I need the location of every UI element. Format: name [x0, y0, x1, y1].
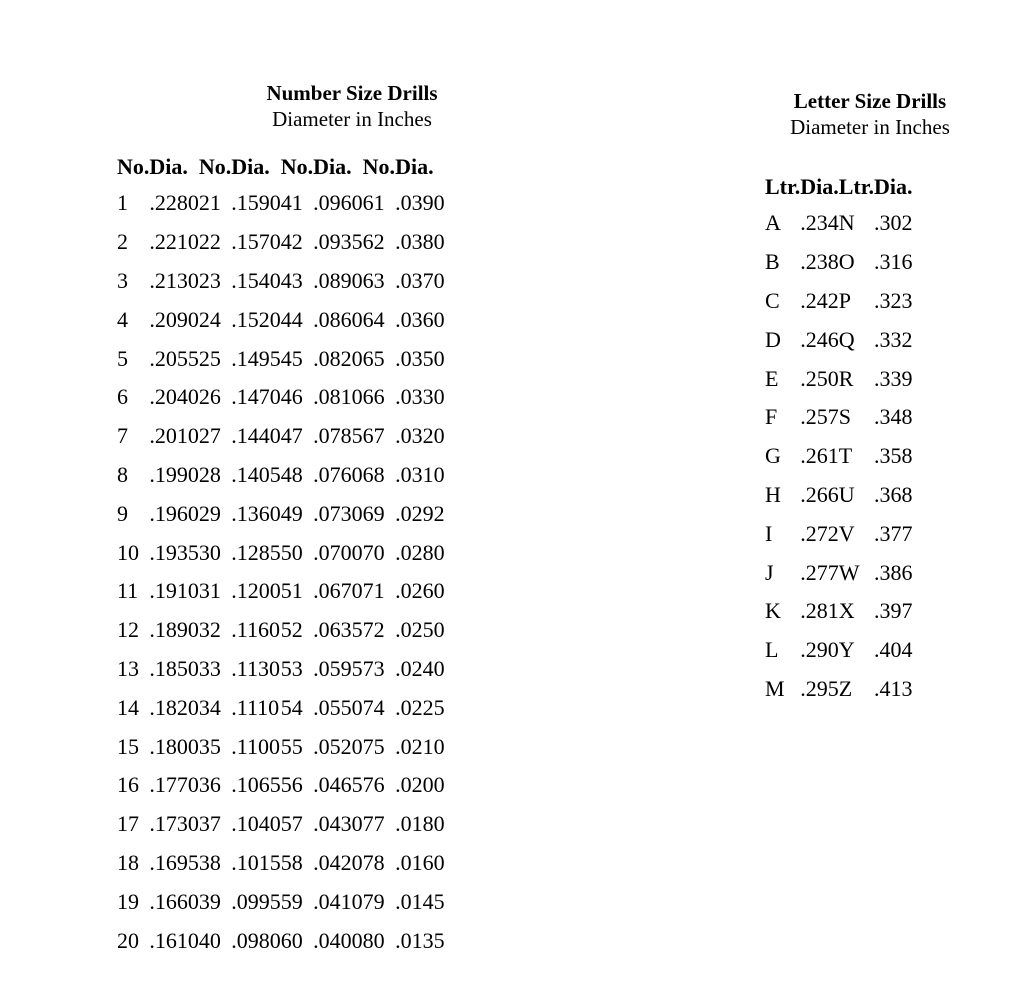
diameter-cell: .404	[874, 637, 913, 663]
drill-size-cell: C	[765, 287, 780, 313]
diameter-cell: .0370	[395, 267, 445, 293]
column-header: Dia.	[231, 154, 270, 179]
drill-size-cell: 39	[198, 888, 221, 914]
letter-drills-row	[765, 243, 913, 282]
number-drills-row	[117, 727, 445, 766]
diameter-cell: .0890	[313, 267, 363, 293]
diameter-cell: .2280	[149, 190, 199, 216]
letter-drills-table	[765, 170, 913, 708]
number-drills-row	[117, 184, 445, 223]
drill-size-cell: I	[765, 520, 773, 546]
diameter-cell: .242	[800, 287, 839, 313]
drill-size-cell: 61	[362, 190, 385, 216]
drill-size-cell: 49	[280, 500, 303, 526]
diameter-cell: .1200	[231, 578, 281, 604]
drill-size-cell: 71	[362, 578, 385, 604]
diameter-cell: .261	[800, 443, 839, 469]
drill-size-cell: 6	[117, 384, 128, 410]
drill-size-cell: G	[765, 443, 781, 469]
drill-size-cell: 69	[362, 500, 385, 526]
drill-size-cell: 80	[362, 927, 385, 953]
drill-size-cell: R	[838, 365, 854, 391]
diameter-cell: .1890	[149, 617, 199, 643]
drill-size-cell: 20	[117, 927, 139, 953]
drill-size-cell: 62	[362, 229, 385, 255]
diameter-cell: .1960	[149, 500, 199, 526]
number-drills-row	[117, 650, 445, 689]
number-drills-header-row	[117, 150, 445, 184]
diameter-cell: .1910	[149, 578, 199, 604]
column-header: Dia.	[149, 154, 188, 179]
diameter-cell: .1770	[149, 772, 199, 798]
letter-drills-row	[765, 282, 913, 321]
diameter-cell: .1470	[231, 384, 281, 410]
number-drills-row	[117, 223, 445, 262]
drill-size-cell: 74	[362, 694, 385, 720]
diameter-cell: .0160	[395, 849, 445, 875]
number-drills-row	[117, 417, 445, 456]
number-drills-body	[117, 184, 445, 960]
drill-size-cell: 50	[280, 539, 303, 565]
drill-size-cell: 17	[117, 811, 139, 837]
drill-size-cell: 46	[280, 384, 303, 410]
drill-size-cell: 44	[280, 306, 303, 332]
diameter-cell: .290	[800, 637, 839, 663]
diameter-cell: .358	[874, 443, 913, 469]
drill-size-cell: 42	[280, 229, 303, 255]
diameter-cell: .302	[874, 210, 913, 236]
column-header: Dia.	[874, 174, 913, 199]
drill-size-cell: 34	[198, 694, 221, 720]
letter-drills-row	[765, 204, 913, 243]
diameter-cell: .0700	[313, 539, 363, 565]
drill-size-cell: 53	[280, 655, 303, 681]
diameter-cell: .0960	[313, 190, 363, 216]
diameter-cell: .0860	[313, 306, 363, 332]
letter-drills-row	[765, 631, 913, 670]
diameter-cell: .1540	[231, 267, 281, 293]
diameter-cell: .0200	[395, 772, 445, 798]
number-drills-row	[117, 572, 445, 611]
drill-size-cell: X	[838, 598, 855, 624]
drill-size-cell: F	[765, 404, 778, 430]
diameter-cell: .0292	[395, 500, 445, 526]
diameter-cell: .332	[874, 326, 913, 352]
drill-size-cell: 21	[198, 190, 221, 216]
drill-size-cell: 65	[362, 345, 385, 371]
drill-size-cell: M	[765, 675, 785, 701]
drill-size-cell: W	[838, 559, 860, 585]
letter-drills-row	[765, 437, 913, 476]
drill-size-cell: 23	[198, 267, 221, 293]
diameter-cell: .238	[800, 249, 839, 275]
number-drills-table	[117, 150, 445, 960]
drill-size-cell: B	[765, 249, 780, 275]
drill-size-cell: 70	[362, 539, 385, 565]
drill-size-cell: 58	[280, 849, 303, 875]
drill-size-cell: 63	[362, 267, 385, 293]
drill-size-cell: 26	[198, 384, 221, 410]
drill-size-cell: J	[765, 559, 774, 585]
drill-size-cell: P	[838, 287, 851, 313]
letter-drills-row	[765, 359, 913, 398]
letter-drills-row	[765, 670, 913, 709]
diameter-cell: .386	[874, 559, 913, 585]
drill-size-cell: 33	[198, 655, 221, 681]
diameter-cell: .0995	[231, 888, 281, 914]
number-drills-row	[117, 456, 445, 495]
drill-size-cell: 36	[198, 772, 221, 798]
drill-size-cell: E	[765, 365, 779, 391]
drill-size-cell: 19	[117, 888, 139, 914]
drill-size-cell: 30	[198, 539, 221, 565]
diameter-cell: .0420	[313, 849, 363, 875]
drill-size-cell: 11	[117, 578, 139, 604]
drill-size-cell: 57	[280, 811, 303, 837]
diameter-cell: .1405	[231, 461, 281, 487]
diameter-cell: .1800	[149, 733, 199, 759]
diameter-cell: .1520	[231, 306, 281, 332]
number-drills-row	[117, 882, 445, 921]
diameter-cell: .0400	[313, 927, 363, 953]
diameter-cell: .1100	[231, 733, 280, 759]
drill-size-cell: L	[765, 637, 779, 663]
drill-size-cell: S	[838, 404, 851, 430]
number-drills-row	[117, 921, 445, 960]
diameter-cell: .1040	[231, 811, 281, 837]
column-header: Dia.	[800, 174, 839, 199]
number-drills-row	[117, 844, 445, 883]
number-drills-row	[117, 533, 445, 572]
diameter-cell: .397	[874, 598, 913, 624]
number-drills-row	[117, 262, 445, 301]
column-header: Ltr.	[765, 174, 801, 199]
diameter-cell: .0390	[395, 190, 445, 216]
diameter-cell: .1820	[149, 694, 199, 720]
diameter-cell: .348	[874, 404, 913, 430]
drill-size-cell: U	[838, 481, 855, 507]
diameter-cell: .0240	[395, 655, 445, 681]
diameter-cell: .413	[874, 675, 913, 701]
drill-size-cell: 77	[362, 811, 385, 837]
diameter-cell: .1495	[231, 345, 281, 371]
drill-size-cell: Y	[838, 637, 855, 663]
drill-size-cell: 59	[280, 888, 303, 914]
drill-size-cell: 4	[117, 306, 128, 332]
diameter-cell: .0260	[395, 578, 445, 604]
drill-size-cell: Q	[838, 326, 855, 352]
number-drills-title: Number Size Drills	[266, 81, 438, 105]
drill-size-cell: 10	[117, 539, 139, 565]
diameter-cell: .2055	[149, 345, 199, 371]
letter-drills-header-row	[765, 170, 913, 204]
drill-size-cell: 9	[117, 500, 128, 526]
drill-size-cell: 32	[198, 617, 221, 643]
diameter-cell: .257	[800, 404, 839, 430]
diameter-cell: .0210	[395, 733, 445, 759]
diameter-cell: .377	[874, 520, 913, 546]
diameter-cell: .0430	[313, 811, 363, 837]
drill-size-cell: 47	[280, 423, 303, 449]
drill-size-cell: 13	[117, 655, 139, 681]
drill-size-cell: 64	[362, 306, 385, 332]
diameter-cell: .0730	[313, 500, 363, 526]
drill-size-cell: 76	[362, 772, 385, 798]
diameter-cell: .0520	[313, 733, 363, 759]
number-drills-row	[117, 300, 445, 339]
diameter-cell: .277	[800, 559, 839, 585]
column-header: No.	[362, 154, 396, 179]
drill-size-cell: 75	[362, 733, 385, 759]
letter-drills-subtitle: Diameter in Inches	[790, 115, 950, 139]
column-header: Ltr.	[838, 174, 874, 199]
column-header: No.	[280, 154, 314, 179]
drill-size-cell: 41	[280, 190, 303, 216]
diameter-cell: .1065	[231, 772, 281, 798]
diameter-cell: .266	[800, 481, 839, 507]
drill-size-cell: 68	[362, 461, 385, 487]
diameter-cell: .0360	[395, 306, 445, 332]
diameter-cell: .0380	[395, 229, 445, 255]
letter-drills-row	[765, 553, 913, 592]
column-header: No.	[198, 154, 232, 179]
diameter-cell: .1160	[231, 617, 280, 643]
drill-size-cell: 29	[198, 500, 221, 526]
diameter-cell: .0785	[313, 423, 363, 449]
number-drills-row	[117, 611, 445, 650]
diameter-cell: .1990	[149, 461, 199, 487]
letter-drills-heading	[765, 88, 975, 140]
diameter-cell: .0330	[395, 384, 445, 410]
diameter-cell: .368	[874, 481, 913, 507]
drill-size-cell: A	[765, 210, 781, 236]
letter-drills-body	[765, 204, 913, 708]
diameter-cell: .1660	[149, 888, 199, 914]
diameter-cell: .339	[874, 365, 913, 391]
drill-size-cell: 27	[198, 423, 221, 449]
diameter-cell: .0135	[395, 927, 445, 953]
diameter-cell: .1285	[231, 539, 281, 565]
drill-size-cell: 60	[280, 927, 303, 953]
diameter-cell: .0635	[313, 617, 363, 643]
drill-size-cell: 67	[362, 423, 385, 449]
diameter-cell: .2010	[149, 423, 199, 449]
diameter-cell: .234	[800, 210, 839, 236]
drill-size-cell: 73	[362, 655, 385, 681]
drill-size-cell: 1	[117, 190, 128, 216]
letter-drills-row	[765, 476, 913, 515]
diameter-cell: .281	[800, 598, 839, 624]
number-drills-row	[117, 494, 445, 533]
drill-size-cell: 5	[117, 345, 128, 371]
drill-size-cell: H	[765, 481, 781, 507]
drill-size-cell: 43	[280, 267, 303, 293]
diameter-cell: .316	[874, 249, 913, 275]
drill-size-cell: 52	[280, 617, 303, 643]
drill-size-cell: K	[765, 598, 781, 624]
drill-size-cell: T	[838, 443, 853, 469]
drill-size-cell: 8	[117, 461, 128, 487]
letter-drills-row	[765, 320, 913, 359]
drill-size-cell: 51	[280, 578, 303, 604]
drill-size-cell: 55	[280, 733, 303, 759]
diameter-cell: .246	[800, 326, 839, 352]
number-drills-row	[117, 378, 445, 417]
drill-size-cell: 40	[198, 927, 221, 953]
column-header: Dia.	[395, 154, 434, 179]
diameter-cell: .272	[800, 520, 839, 546]
drill-size-cell: V	[838, 520, 855, 546]
drill-size-cell: 7	[117, 423, 128, 449]
diameter-cell: .1935	[149, 539, 199, 565]
diameter-cell: .0980	[231, 927, 281, 953]
diameter-cell: .0310	[395, 461, 445, 487]
diameter-cell: .0250	[395, 617, 445, 643]
diameter-cell: .0180	[395, 811, 445, 837]
diameter-cell: .0935	[313, 229, 363, 255]
drill-size-cell: 22	[198, 229, 221, 255]
letter-drills-row	[765, 398, 913, 437]
diameter-cell: .0410	[313, 888, 363, 914]
diameter-cell: .1590	[231, 190, 281, 216]
diameter-cell: .1015	[231, 849, 281, 875]
drill-size-cell: 37	[198, 811, 221, 837]
diameter-cell: .0465	[313, 772, 363, 798]
drill-size-cell: 25	[198, 345, 221, 371]
drill-size-cell: 48	[280, 461, 303, 487]
drill-size-cell: 18	[117, 849, 139, 875]
diameter-cell: .2130	[149, 267, 199, 293]
drill-size-cell: 16	[117, 772, 139, 798]
number-drills-row	[117, 805, 445, 844]
drill-size-cell: 28	[198, 461, 221, 487]
column-header: No.	[117, 154, 150, 179]
drill-size-cell: 78	[362, 849, 385, 875]
drill-size-cell: 79	[362, 888, 385, 914]
drill-size-cell: 31	[198, 578, 221, 604]
diameter-cell: .0280	[395, 539, 445, 565]
drill-size-cell: 66	[362, 384, 385, 410]
drill-size-cell: 12	[117, 617, 139, 643]
number-drills-heading	[257, 80, 447, 132]
drill-size-cell: 35	[198, 733, 221, 759]
diameter-cell: .1570	[231, 229, 281, 255]
drill-size-cell: 14	[117, 694, 139, 720]
diameter-cell: .250	[800, 365, 839, 391]
diameter-cell: .2090	[149, 306, 199, 332]
drill-size-cell: D	[765, 326, 781, 352]
drill-size-cell: 15	[117, 733, 139, 759]
drill-size-cell: 3	[117, 267, 128, 293]
diameter-cell: .1850	[149, 655, 199, 681]
letter-drills-title: Letter Size Drills	[793, 89, 947, 113]
diameter-cell: .323	[874, 287, 913, 313]
drill-size-cell: 54	[280, 694, 303, 720]
diameter-cell: .0320	[395, 423, 445, 449]
diameter-cell: .0760	[313, 461, 363, 487]
diameter-cell: .0670	[313, 578, 363, 604]
drill-size-cell: Z	[838, 675, 853, 701]
diameter-cell: .0810	[313, 384, 363, 410]
diameter-cell: .1730	[149, 811, 199, 837]
diameter-cell: .295	[800, 675, 839, 701]
diameter-cell: .1440	[231, 423, 281, 449]
number-drills-row	[117, 339, 445, 378]
diameter-cell: .0820	[313, 345, 363, 371]
column-header: Dia.	[313, 154, 352, 179]
diameter-cell: .1610	[149, 927, 199, 953]
diameter-cell: .2210	[149, 229, 199, 255]
drill-size-cell: 38	[198, 849, 221, 875]
diameter-cell: .1360	[231, 500, 281, 526]
diameter-cell: .1695	[149, 849, 199, 875]
diameter-cell: .1110	[231, 694, 280, 720]
drill-size-cell: N	[838, 210, 855, 236]
diameter-cell: .1130	[231, 655, 280, 681]
diameter-cell: .0550	[313, 694, 363, 720]
diameter-cell: .0350	[395, 345, 445, 371]
letter-drills-row	[765, 514, 913, 553]
drill-size-cell: 72	[362, 617, 385, 643]
drill-size-cell: O	[838, 249, 855, 275]
drill-size-cell: 2	[117, 229, 128, 255]
diameter-cell: .2040	[149, 384, 199, 410]
letter-drills-row	[765, 592, 913, 631]
diameter-cell: .0225	[395, 694, 445, 720]
drill-size-cell: 24	[198, 306, 221, 332]
number-drills-row	[117, 766, 445, 805]
drill-size-cell: 56	[280, 772, 303, 798]
diameter-cell: .0595	[313, 655, 363, 681]
number-drills-row	[117, 688, 445, 727]
diameter-cell: .0145	[395, 888, 445, 914]
number-drills-subtitle: Diameter in Inches	[272, 107, 432, 131]
drill-size-cell: 45	[280, 345, 303, 371]
